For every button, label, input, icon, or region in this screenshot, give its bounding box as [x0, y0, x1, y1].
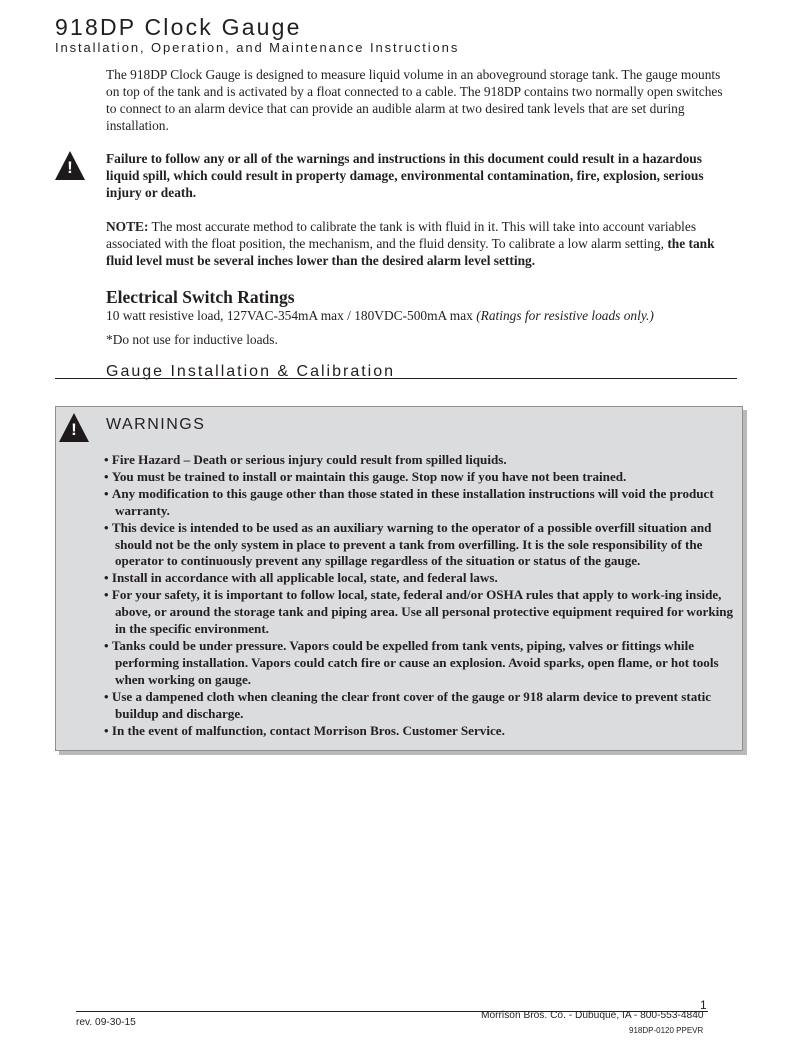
warning-triangle-icon [55, 151, 85, 180]
warning-item: • Use a dampened cloth when cleaning the clear front cover of the gauge or 918 alarm device to prevent static buildup and discharge. [104, 689, 740, 723]
warning-item: • For your safety, it is important to follow local, state, federal and/or OSHA rules that apply to work-ing inside, above, or around the storage tank and piping area. Use all personal protective equipment required for working in the specific environment. [104, 587, 740, 638]
section-divider [55, 378, 737, 379]
ratings-note: (Ratings for resistive loads only.) [476, 308, 654, 323]
footer-doc-code: 918DP-0120 PPEVR [629, 1026, 704, 1035]
page-subtitle: Installation, Operation, and Maintenance Instructions [55, 40, 460, 55]
warnings-title: WARNINGS [106, 416, 206, 433]
electrical-ratings [106, 308, 736, 325]
exclamation-glyph: ! [67, 158, 73, 177]
warning-item: • Tanks could be under pressure. Vapors could be expelled from tank vents, piping, valves or fittings while performing installation. Vapors could catch fire or cause an explosion. Avoid sparks, open flame, or hot tools when working on gauge. [104, 638, 740, 689]
note-paragraph [106, 219, 736, 270]
note-text: The most accurate method to calibrate the tank is with fluid in it. This will take into account variables associated with the float position, the mechanism, and the fluid density. To calibrate a low alarm setting, [106, 219, 697, 251]
inductive-note: *Do not use for inductive loads. [106, 332, 278, 347]
warning-triangle-icon [59, 413, 89, 442]
footer-revision: rev. 09-30-15 [76, 1017, 136, 1028]
ratings-text: 10 watt resistive load, 127VAC-354mA max / 180VDC-500mA max [106, 308, 477, 323]
section-heading: Gauge Installation & Calibration [106, 363, 396, 380]
footer-company: Morrison Bros. Co. - Dubuque, IA - 800-553-4840 [481, 1010, 704, 1021]
page-title: 918DP Clock Gauge [55, 14, 302, 40]
warning-item: • Any modification to this gauge other than those stated in these installation instructions will void the product warranty. [104, 486, 740, 520]
note-label: NOTE: [106, 219, 149, 234]
intro-paragraph: The 918DP Clock Gauge is designed to measure liquid volume in an aboveground storage tank. The gauge mounts on top of the tank and is activated by a float connected to a cable. The 918DP contains two normally open switches to connect to an alarm device that can provide an audible alarm at two desired tank levels that are set during installation. [106, 67, 723, 133]
exclamation-glyph: ! [71, 420, 77, 439]
warnings-list [104, 452, 740, 739]
warning-item: • In the event of malfunction, contact Morrison Bros. Customer Service. [104, 723, 740, 740]
warning-item: • This device is intended to be used as an auxiliary warning to the operator of a possible overfill situation and should not be the only system in place to prevent a tank from overfilling. It is the sole responsibility of the operator to continuously prevent any spillage regardless of the situation or status of the gauge. [104, 520, 740, 571]
warning-item: • Fire Hazard – Death or serious injury could result from spilled liquids. [104, 452, 740, 469]
danger-notice: Failure to follow any or all of the warnings and instructions in this document could result in a hazardous liquid spill, which could result in property damage, environmental contamination, fire, explosion, serious injury or death. [106, 151, 704, 200]
page-number: 1 [700, 998, 707, 1012]
warning-item: • You must be trained to install or maintain this gauge. Stop now if you have not been trained. [104, 469, 740, 486]
electrical-heading: Electrical Switch Ratings [106, 287, 295, 307]
warning-item: • Install in accordance with all applicable local, state, and federal laws. [104, 570, 740, 587]
note-bold-text: the tank fluid level must be several inches lower than the desired alarm level setting. [106, 235, 715, 268]
